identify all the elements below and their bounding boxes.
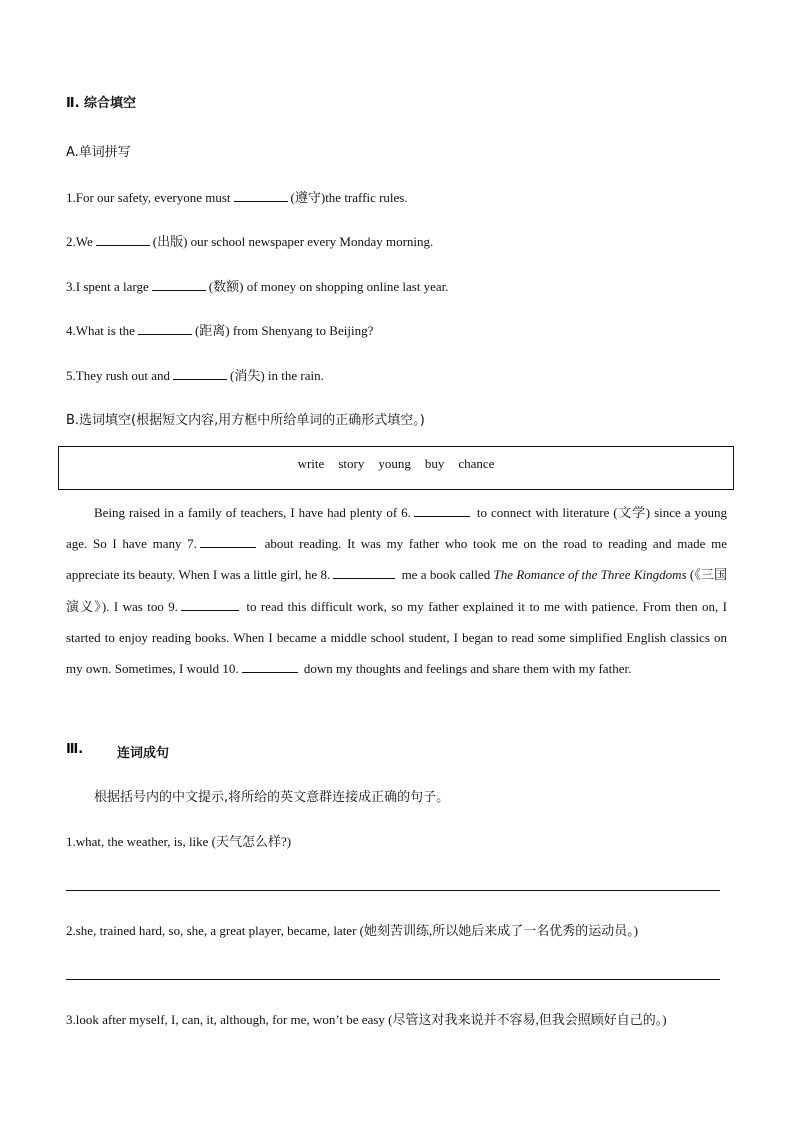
answer-blank-2[interactable] [96, 234, 150, 246]
word-bank-word: young [378, 456, 411, 471]
sentence-item-3: 3.look after myself, I, can, it, although, for me, won’t be easy (尽管这对我来说并不容易,但我会照顾好自己的。) [66, 1012, 667, 1027]
part-b-title: B.选词填空(根据短文内容,用方框中所给单词的正确形式填空。) [66, 413, 425, 428]
answer-blank-4[interactable] [138, 323, 192, 335]
sentence-item-1: 1.what, the weather, is, like (天气怎么样?) [66, 834, 292, 849]
answer-blank-3[interactable] [152, 279, 206, 291]
word-bank-box [58, 446, 734, 490]
word-bank-word: buy [424, 456, 445, 471]
answer-line-1[interactable] [66, 890, 720, 891]
section-3-title: 连词成句 [117, 746, 170, 761]
section-2-title: Ⅱ. 综合填空 [66, 96, 137, 111]
answer-blank-7[interactable] [200, 536, 256, 548]
question-4: 4.What is the (距离) from Shenyang to Beijing? [66, 323, 374, 338]
answer-blank-10[interactable] [242, 661, 298, 673]
question-2: 2.We (出版) our school newspaper every Monday morning. [66, 234, 434, 249]
reading-passage: Being raised in a family of teachers, I have had plenty of 6. to connect with literature (文学) since a young age. So I have many 7. about reading. It was my father who took me on the road to reading and made me appreciate its beauty. When I was a little girl, he 8. me a book called The Romance of the Three Kingdoms (《三国演义》). I was too 9. to read this difficult work, so my father explained it to me with patience. From then on, I started to enjoy reading books. When I became a middle school student, I began to read some simplified English classics on my own. Sometimes, I would 10. down my thoughts and feelings and share them with my father. [66, 505, 728, 677]
word-bank-word: write [297, 456, 325, 471]
question-1: 1.For our safety, everyone must (遵守)the traffic rules. [66, 190, 408, 205]
question-5: 5.They rush out and (消失) in the rain. [66, 368, 324, 383]
part-a-title: A.单词拼写 [66, 145, 131, 160]
answer-blank-5[interactable] [173, 368, 227, 380]
answer-blank-1[interactable] [234, 190, 288, 202]
answer-blank-8[interactable] [333, 567, 395, 579]
question-3: 3.I spent a large (数额) of money on shopping online last year. [66, 279, 449, 294]
answer-blank-9[interactable] [181, 599, 239, 611]
answer-line-2[interactable] [66, 979, 720, 980]
section-3-instruction: 根据括号内的中文提示,将所给的英文意群连接成正确的句子。 [94, 790, 450, 805]
sentence-item-2: 2.she, trained hard, so, she, a great player, became, later (她刻苦训练,所以她后来成了一名优秀的运动员。) [66, 923, 639, 938]
answer-blank-6[interactable] [414, 505, 470, 517]
section-3-numeral: Ⅲ. [66, 742, 84, 757]
word-bank-word: chance [458, 456, 495, 471]
book-title: The Romance of the Three Kingdoms [493, 567, 687, 583]
word-bank-word: story [338, 456, 365, 471]
